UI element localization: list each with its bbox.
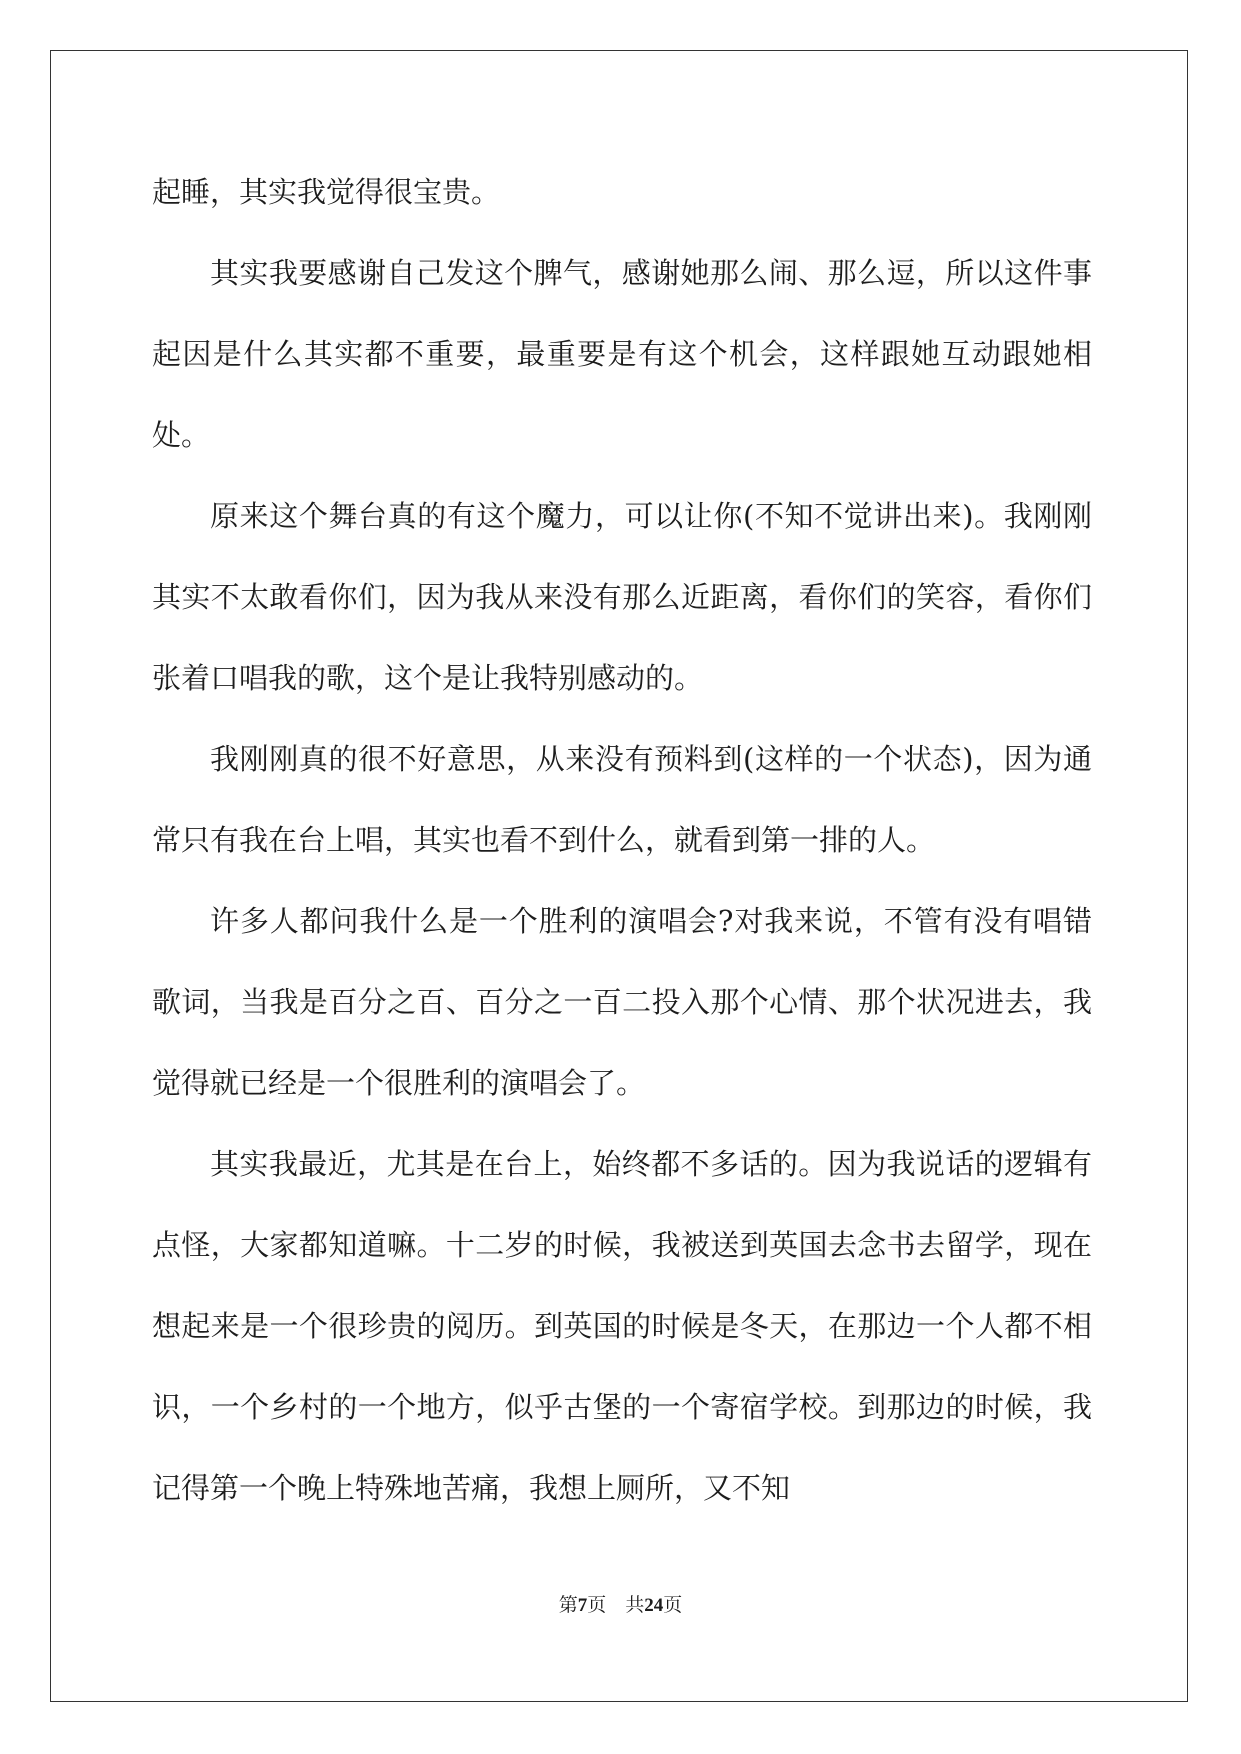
page-number: 7: [577, 1595, 588, 1616]
paragraph-1: 起睡，其实我觉得很宝贵。: [152, 175, 501, 209]
paragraph-4: 我刚刚真的很不好意思，从来没有预料到(这样的一个状态)，因为通常只有我在台上唱，其实也看不到什么，就看到第一排的人。: [152, 742, 1092, 857]
page-footer: [0, 1590, 1241, 1617]
paragraph-2: 其实我要感谢自己发这个脾气，感谢她那么闹、那么逗，所以这件事起因是什么其实都不重要，最重要是有这个机会，这样跟她互动跟她相处。: [152, 256, 1092, 452]
page-suffix: 页: [587, 1594, 607, 1616]
paragraph-6: 其实我最近，尤其是在台上，始终都不多话的。因为我说话的逻辑有点怪，大家都知道嘛。十二岁的时候，我被送到英国去念书去留学，现在想起来是一个很珍贵的阅历。到英国的时候是冬天，在那边一个人都不相识，一个乡村的一个地方，似乎古堡的一个寄宿学校。到那边的时候，我记得第一个晚上特殊地苦痛，我想上厕所，又不知: [152, 1147, 1092, 1505]
paragraph-3: 原来这个舞台真的有这个魔力，可以让你(不知不觉讲出来)。我刚刚其实不太敢看你们，因为我从来没有那么近距离，看你们的笑容，看你们张着口唱我的歌，这个是让我特别感动的。: [152, 499, 1092, 695]
total-prefix: 共: [625, 1594, 645, 1616]
total-suffix: 页: [663, 1594, 683, 1616]
page-prefix: 第: [558, 1594, 578, 1616]
paragraph-5: 许多人都问我什么是一个胜利的演唱会?对我来说，不管有没有唱错歌词，当我是百分之百、百分之一百二投入那个心情、那个状况进去，我觉得就已经是一个很胜利的演唱会了。: [152, 904, 1092, 1100]
document-body: [152, 152, 1092, 1529]
total-pages: 24: [644, 1595, 664, 1616]
